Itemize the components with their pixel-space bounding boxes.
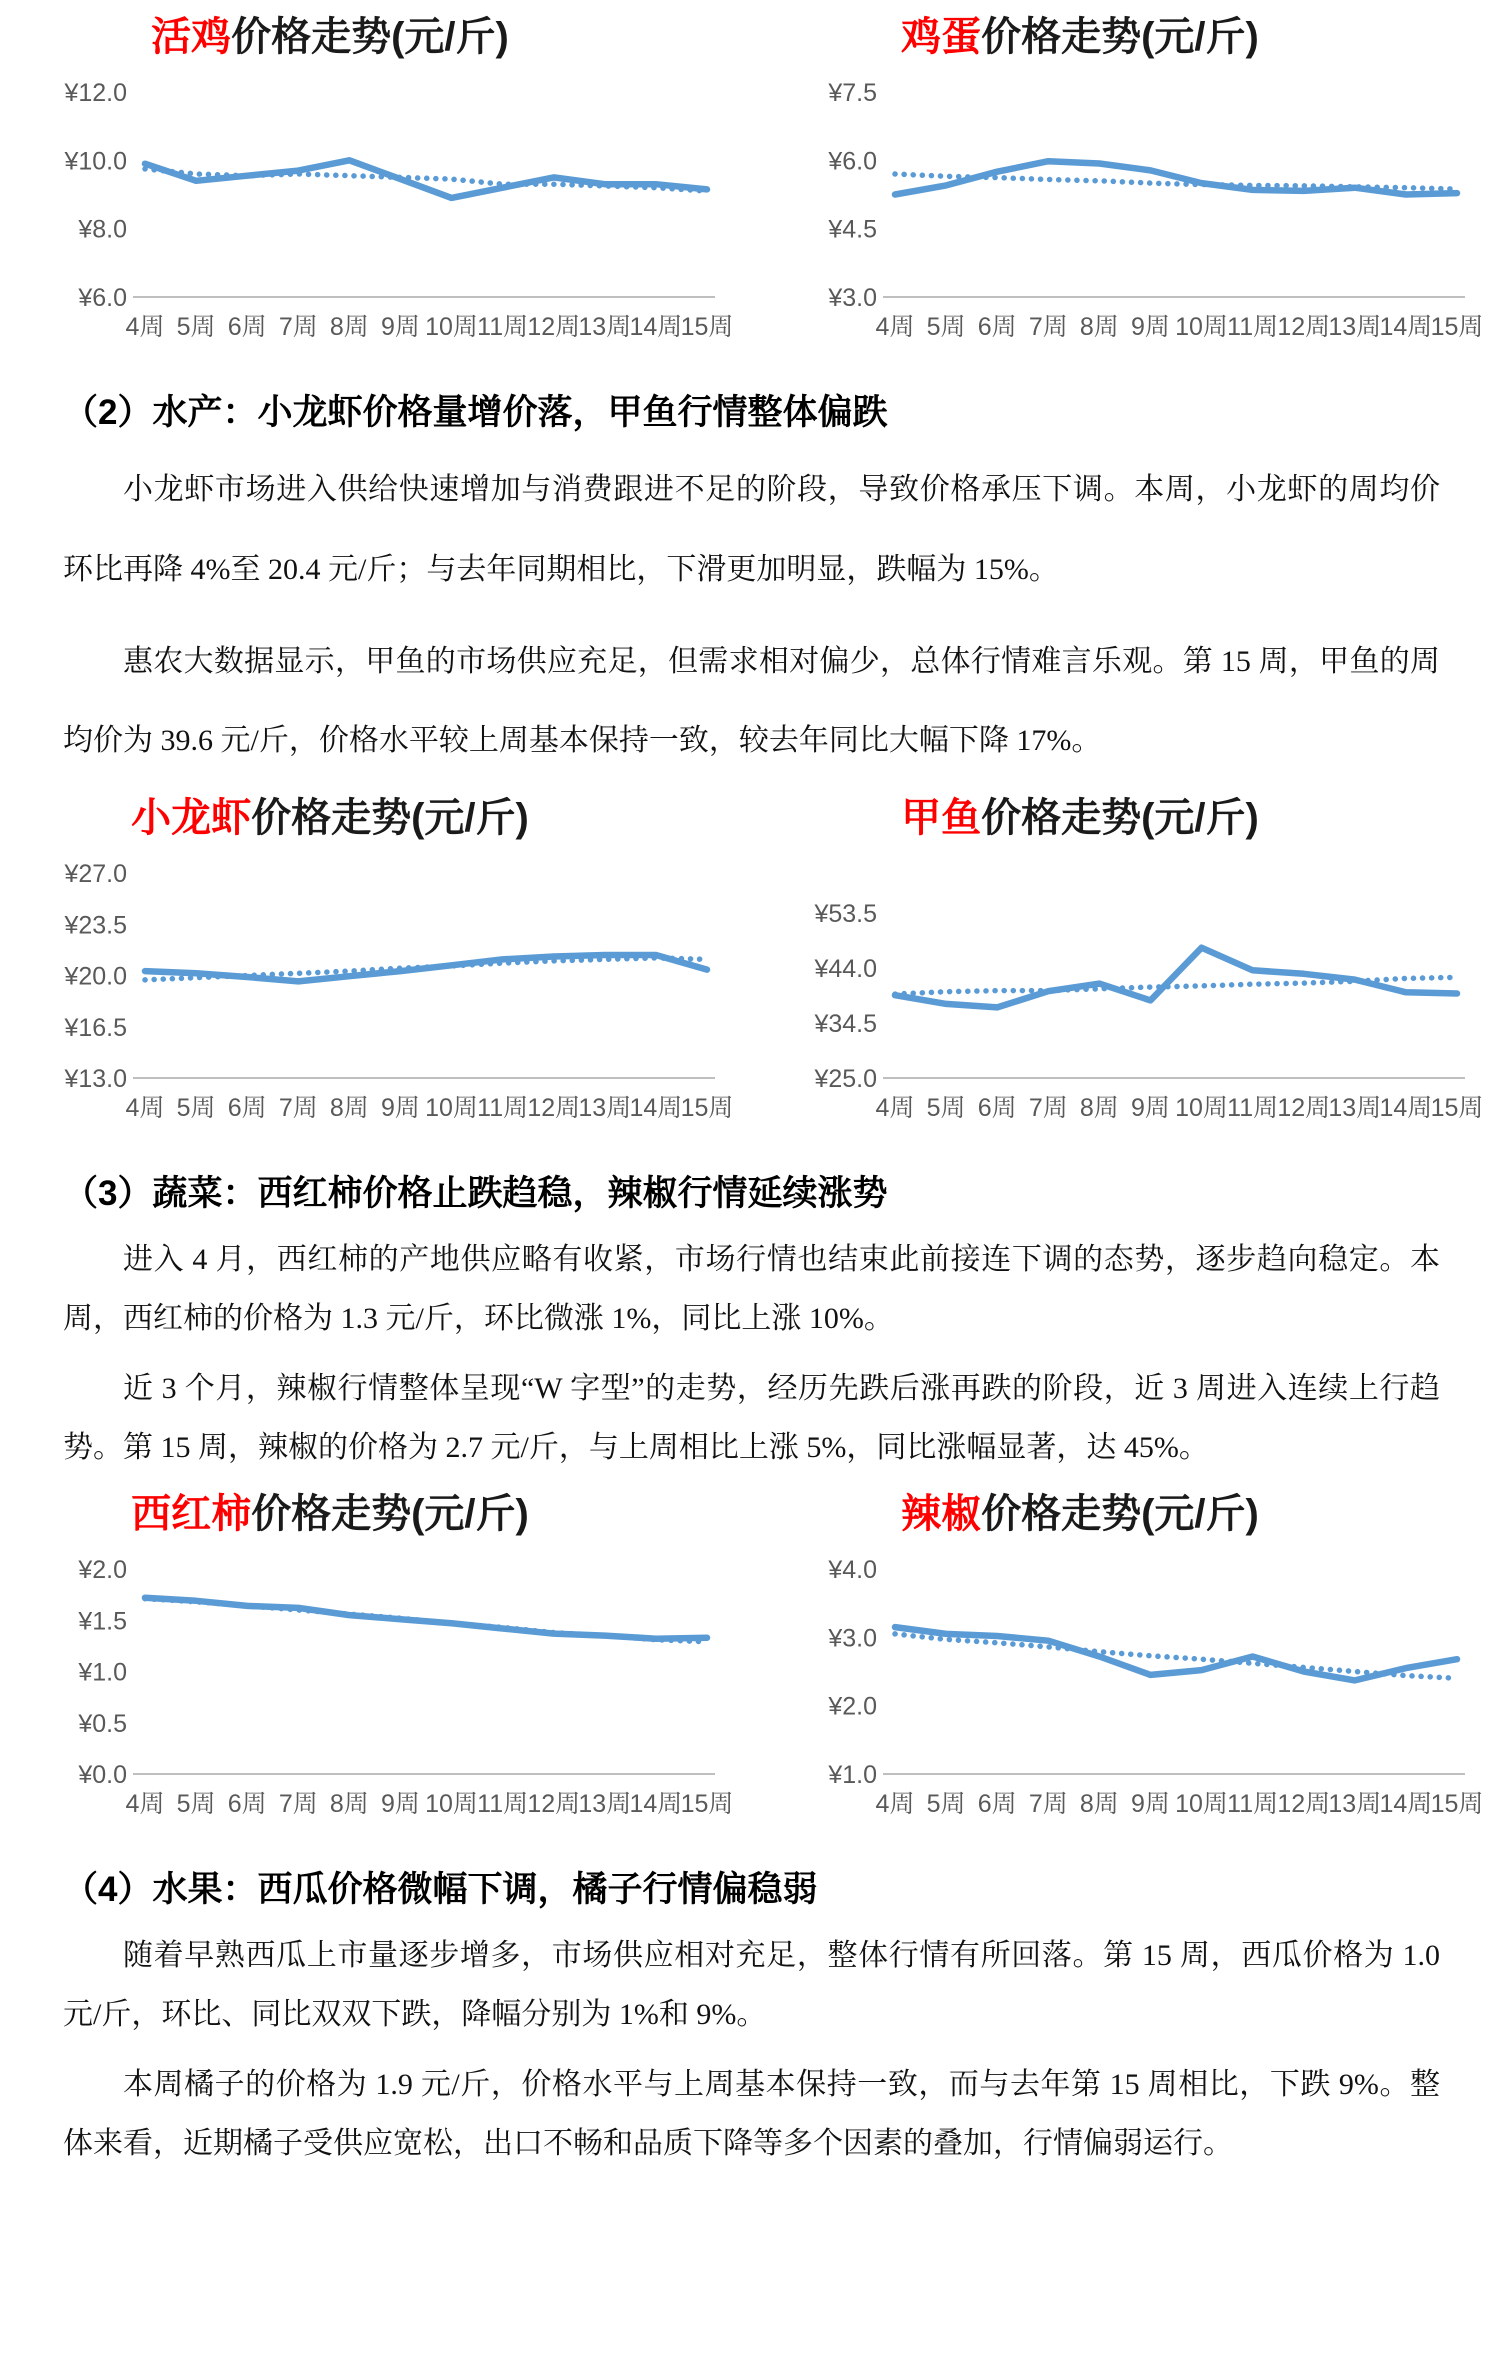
svg-text:7周: 7周 (1028, 313, 1068, 341)
chart-title-suffix: 价格走势(元/斤) (251, 1492, 529, 1537)
chart-title (0, 1489, 660, 1539)
chart-title (0, 793, 660, 843)
chart-row-vegetable (0, 1477, 1500, 1829)
svg-text:15周: 15周 (1430, 1094, 1484, 1123)
svg-text:6周: 6周 (227, 1790, 267, 1819)
svg-text:¥53.5: ¥53.5 (814, 900, 877, 929)
svg-text:14周: 14周 (629, 313, 683, 341)
svg-text:13周: 13周 (578, 313, 632, 341)
svg-text:6周: 6周 (977, 1094, 1017, 1123)
svg-text:¥0.5: ¥0.5 (78, 1709, 127, 1738)
svg-text:6周: 6周 (227, 313, 267, 341)
svg-text:11周: 11周 (1227, 1094, 1279, 1123)
chart-title-product: 辣椒 (901, 1492, 982, 1537)
svg-text:4周: 4周 (125, 1094, 165, 1123)
svg-text:11周: 11周 (1227, 1790, 1279, 1819)
svg-text:12周: 12周 (1277, 1094, 1331, 1123)
svg-text:8周: 8周 (1079, 1094, 1119, 1123)
svg-text:5周: 5周 (176, 1790, 216, 1819)
svg-text:4周: 4周 (875, 1094, 915, 1123)
svg-text:¥2.0: ¥2.0 (78, 1556, 127, 1585)
section-heading: （3）蔬菜：西红柿价格止跌趋稳，辣椒行情延续涨势 (63, 1174, 888, 1214)
svg-text:10周: 10周 (425, 1790, 478, 1819)
chart-title (0, 12, 660, 62)
svg-text:14周: 14周 (1379, 1094, 1433, 1123)
svg-text:¥0.0: ¥0.0 (78, 1761, 127, 1790)
svg-text:13周: 13周 (578, 1790, 632, 1819)
svg-text:13周: 13周 (578, 1094, 632, 1123)
paragraph: 惠农大数据显示，甲鱼的市场供应充足，但需求相对偏少，总体行情难言乐观。第 15 周，甲鱼的周均价为 39.6 元/斤，价格水平较上周基本保持一致，较去年同比大幅下降 17%。 (63, 644, 1440, 758)
chart-crayfish (0, 781, 750, 1133)
svg-text:12周: 12周 (527, 1094, 581, 1123)
svg-text:6周: 6周 (227, 1094, 267, 1123)
svg-text:¥12.0: ¥12.0 (64, 79, 127, 107)
svg-text:6周: 6周 (977, 313, 1017, 341)
svg-text:10周: 10周 (425, 1094, 478, 1123)
svg-text:11周: 11周 (477, 1094, 529, 1123)
chart-title (750, 793, 1410, 843)
chart-live-chicken (0, 0, 750, 352)
egg-line-chart (750, 62, 1500, 352)
svg-text:¥34.5: ¥34.5 (814, 1010, 877, 1039)
paragraph: 随着早熟西瓜上市量逐步增多，市场供应相对充足，整体行情有所回落。第 15 周，西瓜价格为 1.0 元/斤，环比、同比双双下跌，降幅分别为 1%和 9%。 (63, 1939, 1440, 2031)
svg-text:¥2.0: ¥2.0 (828, 1692, 877, 1721)
svg-text:4周: 4周 (125, 1790, 165, 1819)
svg-text:¥13.0: ¥13.0 (64, 1065, 127, 1094)
svg-text:15周: 15周 (1430, 313, 1484, 341)
chart-title (750, 12, 1410, 62)
svg-text:14周: 14周 (629, 1790, 683, 1819)
svg-text:¥1.0: ¥1.0 (828, 1761, 877, 1790)
svg-text:¥3.0: ¥3.0 (828, 1624, 877, 1653)
section-vegetable (0, 1173, 1500, 1477)
svg-text:9周: 9周 (381, 1790, 420, 1819)
chart-row-poultry (0, 0, 1500, 352)
svg-text:¥4.5: ¥4.5 (828, 215, 877, 244)
svg-text:15周: 15周 (680, 1094, 734, 1123)
softshell-turtle-line-chart (750, 843, 1500, 1133)
svg-text:14周: 14周 (1379, 1790, 1433, 1819)
svg-text:4周: 4周 (125, 313, 165, 341)
chart-title-suffix: 价格走势(元/斤) (981, 1492, 1259, 1537)
chart-title (750, 1489, 1410, 1539)
section-aquatic (0, 392, 1500, 781)
svg-text:8周: 8周 (1079, 313, 1119, 341)
svg-text:¥27.0: ¥27.0 (64, 860, 127, 889)
svg-text:9周: 9周 (381, 313, 420, 341)
svg-text:13周: 13周 (1328, 313, 1382, 341)
svg-text:12周: 12周 (1277, 313, 1331, 341)
chart-egg (750, 0, 1500, 352)
svg-text:10周: 10周 (1175, 313, 1228, 341)
svg-text:7周: 7周 (278, 1094, 318, 1123)
svg-text:12周: 12周 (1277, 1790, 1331, 1819)
chart-title-suffix: 价格走势(元/斤) (251, 796, 529, 841)
svg-text:¥10.0: ¥10.0 (64, 147, 127, 176)
svg-text:12周: 12周 (527, 1790, 581, 1819)
svg-text:15周: 15周 (680, 313, 734, 341)
svg-text:5周: 5周 (176, 1094, 216, 1123)
crayfish-line-chart (0, 843, 750, 1133)
svg-text:¥25.0: ¥25.0 (814, 1065, 877, 1094)
svg-text:13周: 13周 (1328, 1094, 1382, 1123)
svg-text:15周: 15周 (680, 1790, 734, 1819)
chart-chili (750, 1477, 1500, 1829)
section-heading: （2）水产：小龙虾价格量增价落，甲鱼行情整体偏跌 (63, 393, 888, 432)
section-fruit (0, 1869, 1500, 2173)
svg-text:¥7.5: ¥7.5 (828, 79, 877, 107)
svg-text:9周: 9周 (381, 1094, 420, 1123)
chart-softshell-turtle (750, 781, 1500, 1133)
paragraph: 进入 4 月，西红柿的产地供应略有收紧，市场行情也结束此前接连下调的态势，逐步趋向稳定。本周，西红柿的价格为 1.3 元/斤，环比微涨 1%，同比上涨 10%。 (63, 1243, 1440, 1335)
svg-text:5周: 5周 (926, 1094, 966, 1123)
svg-text:7周: 7周 (278, 313, 318, 341)
svg-text:¥1.5: ¥1.5 (78, 1607, 127, 1636)
chart-title-product: 西红柿 (131, 1492, 252, 1537)
svg-text:13周: 13周 (1328, 1790, 1382, 1819)
svg-text:7周: 7周 (1028, 1790, 1068, 1819)
svg-text:11周: 11周 (477, 313, 529, 341)
svg-text:9周: 9周 (1131, 1094, 1170, 1123)
paragraph: 近 3 个月，辣椒行情整体呈现“W 字型”的走势，经历先跌后涨再跌的阶段，近 3 周进入连续上行趋势。第 15 周，辣椒的价格为 2.7 元/斤，与上周相比上涨 5%，同比涨幅显著，达 45%。 (63, 1372, 1440, 1464)
tomato-line-chart (0, 1539, 750, 1829)
svg-text:¥3.0: ¥3.0 (828, 284, 877, 312)
svg-text:6周: 6周 (977, 1790, 1017, 1819)
svg-text:¥1.0: ¥1.0 (78, 1658, 127, 1687)
svg-text:8周: 8周 (329, 1790, 369, 1819)
svg-text:5周: 5周 (926, 1790, 966, 1819)
chart-title-suffix: 价格走势(元/斤) (981, 15, 1259, 59)
svg-text:9周: 9周 (1131, 313, 1170, 341)
live-chicken-line-chart (0, 62, 750, 352)
svg-text:11周: 11周 (477, 1790, 529, 1819)
svg-text:8周: 8周 (329, 1094, 369, 1123)
svg-text:15周: 15周 (1430, 1790, 1484, 1819)
svg-text:10周: 10周 (1175, 1094, 1228, 1123)
svg-text:5周: 5周 (176, 313, 216, 341)
svg-text:¥6.0: ¥6.0 (78, 284, 127, 312)
svg-text:4周: 4周 (875, 1790, 915, 1819)
svg-text:4周: 4周 (875, 313, 915, 341)
section-heading: （4）水果：西瓜价格微幅下调，橘子行情偏稳弱 (63, 1870, 818, 1910)
svg-text:¥44.0: ¥44.0 (814, 955, 877, 984)
svg-text:¥23.5: ¥23.5 (64, 911, 127, 940)
chart-title-product: 甲鱼 (901, 796, 982, 841)
svg-text:9周: 9周 (1131, 1790, 1170, 1819)
chart-row-aquatic (0, 781, 1500, 1133)
paragraph: 本周橘子的价格为 1.9 元/斤，价格水平与上周基本保持一致，而与去年第 15 周相比，下跌 9%。整体来看，近期橘子受供应宽松，出口不畅和品质下降等多个因素的叠加，行情偏弱运行。 (63, 2068, 1440, 2160)
svg-text:10周: 10周 (425, 313, 478, 341)
chart-title-suffix: 价格走势(元/斤) (231, 15, 509, 59)
chart-tomato (0, 1477, 750, 1829)
chili-line-chart (750, 1539, 1500, 1829)
svg-text:5周: 5周 (926, 313, 966, 341)
paragraph: 小龙虾市场进入供给快速增加与消费跟进不足的阶段，导致价格承压下调。本周，小龙虾的周均价环比再降 4%至 20.4 元/斤；与去年同期相比，下滑更加明显，跌幅为 15%。 (63, 473, 1440, 586)
svg-text:8周: 8周 (329, 313, 369, 341)
svg-text:12周: 12周 (527, 313, 581, 341)
svg-text:14周: 14周 (1379, 313, 1433, 341)
svg-text:¥20.0: ¥20.0 (64, 962, 127, 991)
chart-title-suffix: 价格走势(元/斤) (981, 796, 1259, 841)
svg-text:11周: 11周 (1227, 313, 1279, 341)
svg-text:¥4.0: ¥4.0 (828, 1556, 877, 1585)
svg-text:¥6.0: ¥6.0 (828, 147, 877, 176)
chart-title-product: 活鸡 (151, 15, 232, 59)
chart-title-product: 鸡蛋 (901, 15, 982, 59)
svg-text:¥16.5: ¥16.5 (64, 1013, 127, 1042)
svg-text:8周: 8周 (1079, 1790, 1119, 1819)
svg-text:7周: 7周 (278, 1790, 318, 1819)
svg-text:7周: 7周 (1028, 1094, 1068, 1123)
svg-text:¥8.0: ¥8.0 (78, 215, 127, 244)
svg-text:14周: 14周 (629, 1094, 683, 1123)
svg-text:10周: 10周 (1175, 1790, 1228, 1819)
chart-title-product: 小龙虾 (131, 796, 252, 841)
